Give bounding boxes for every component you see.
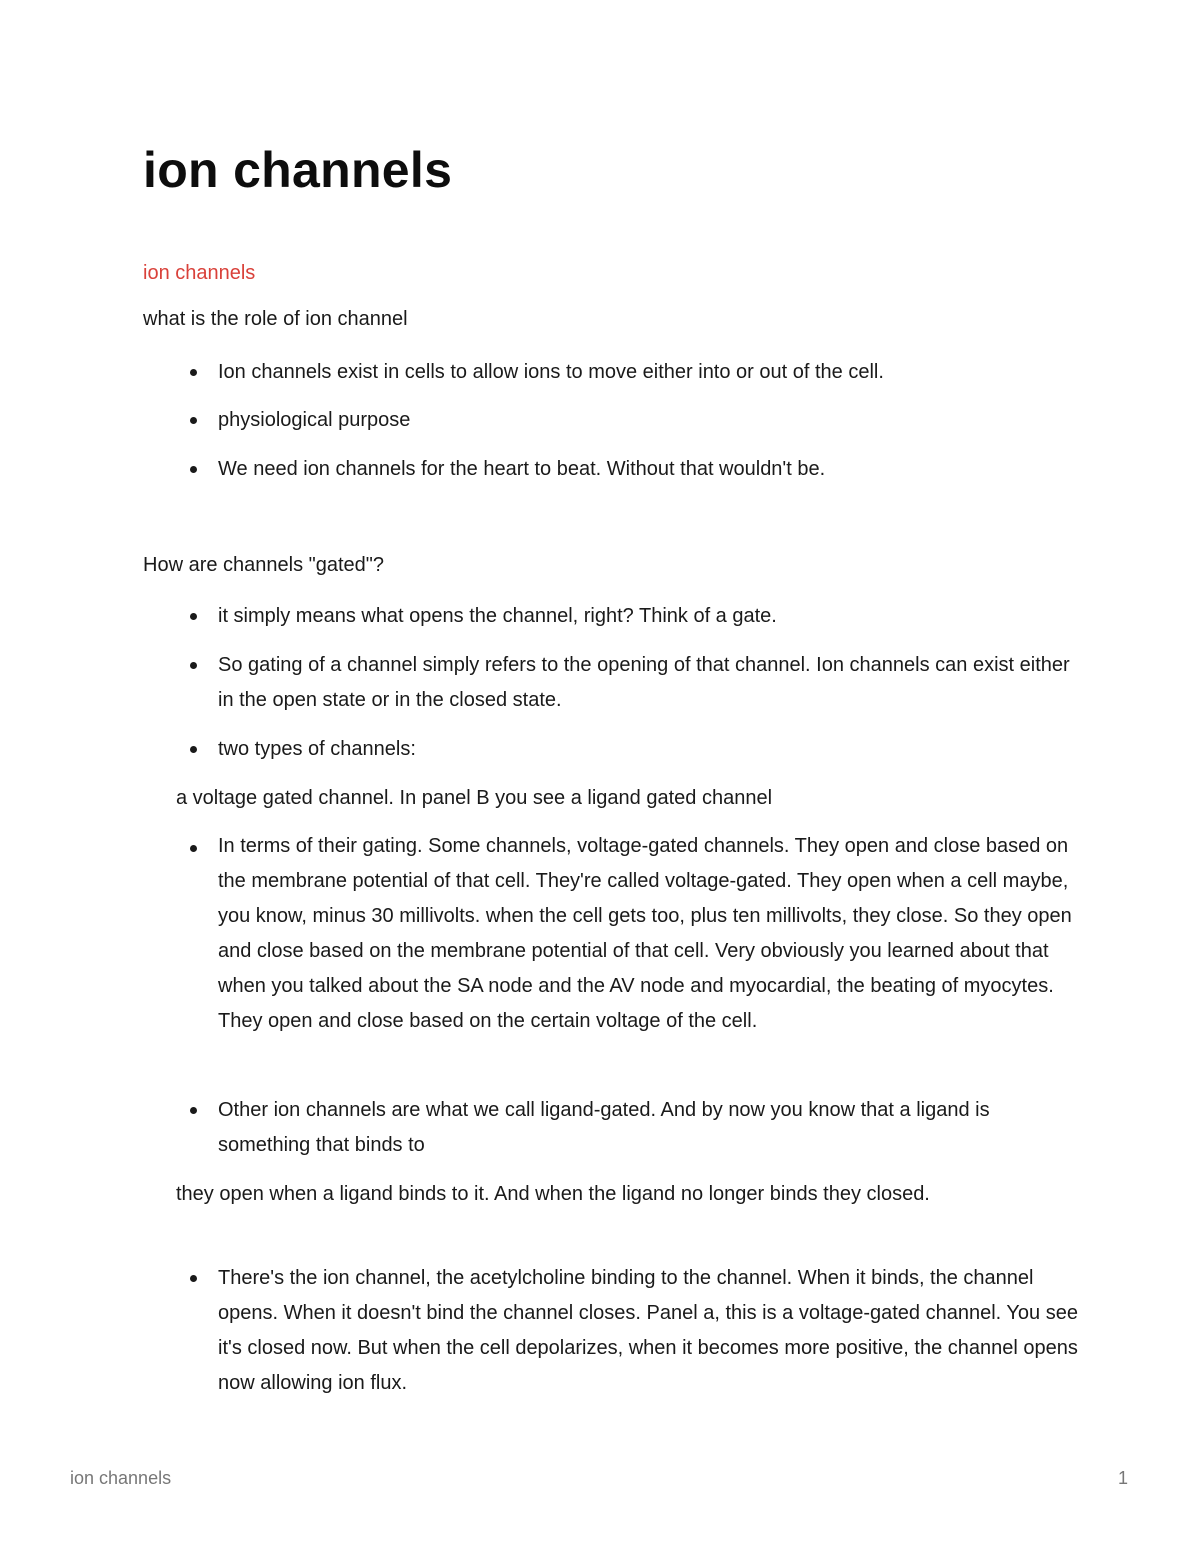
page-title: ion channels bbox=[143, 142, 453, 198]
bullet-marker bbox=[190, 466, 197, 473]
bullet-marker bbox=[190, 417, 197, 424]
list-item: physiological purpose bbox=[218, 409, 411, 431]
panel-note: a voltage gated channel. In panel B you see a ligand gated channel bbox=[176, 787, 773, 809]
list-item: Other ion channels are what we call ligand-gated. And by now you know that a ligand is something that binds to bbox=[218, 1099, 990, 1156]
bullet-marker bbox=[190, 613, 197, 620]
bullet-marker bbox=[190, 845, 197, 852]
bullet-marker bbox=[190, 1107, 197, 1114]
list-item: In terms of their gating. Some channels, voltage-gated channels. They open and close based on the membrane potential of that cell. They're called voltage-gated. They open when a cell maybe, you know, minus 30 millivolts. when the cell gets too, plus ten millivolts, they close. So they open and close based on the membrane potential of that cell. Very obviously you learned about that when you talked about the SA node and the AV node and myocardial, the beating of myocytes. They open and close based on the certain voltage of the cell. bbox=[218, 835, 1072, 1032]
page-number: 1 bbox=[1117, 1468, 1128, 1488]
bullet-marker bbox=[190, 746, 197, 753]
bullet-marker bbox=[190, 662, 197, 669]
question-gated: How are channels "gated"? bbox=[143, 554, 385, 576]
section-heading: ion channels bbox=[143, 262, 256, 284]
ligand-note: they open when a ligand binds to it. And when the ligand no longer binds they closed. bbox=[176, 1183, 930, 1205]
list-item: two types of channels: bbox=[218, 738, 416, 760]
list-item: So gating of a channel simply refers to the opening of that channel. Ion channels can exist either in the open state or in the closed state. bbox=[218, 654, 1070, 711]
bullet-marker bbox=[190, 369, 197, 376]
question-role: what is the role of ion channel bbox=[143, 308, 408, 330]
footer-title: ion channels bbox=[70, 1468, 172, 1488]
list-item: We need ion channels for the heart to beat. Without that wouldn't be. bbox=[218, 458, 826, 480]
list-item: There's the ion channel, the acetylcholine binding to the channel. When it binds, the channel opens. When it doesn't bind the channel closes. Panel a, this is a voltage-gated channel. You see it's closed now. But when the cell depolarizes, when it becomes more positive, the channel opens now allowing ion flux. bbox=[218, 1267, 1078, 1394]
list-item: Ion channels exist in cells to allow ions to move either into or out of the cell. bbox=[218, 361, 884, 383]
list-item: it simply means what opens the channel, right? Think of a gate. bbox=[218, 605, 777, 627]
bullet-marker bbox=[190, 1275, 197, 1282]
